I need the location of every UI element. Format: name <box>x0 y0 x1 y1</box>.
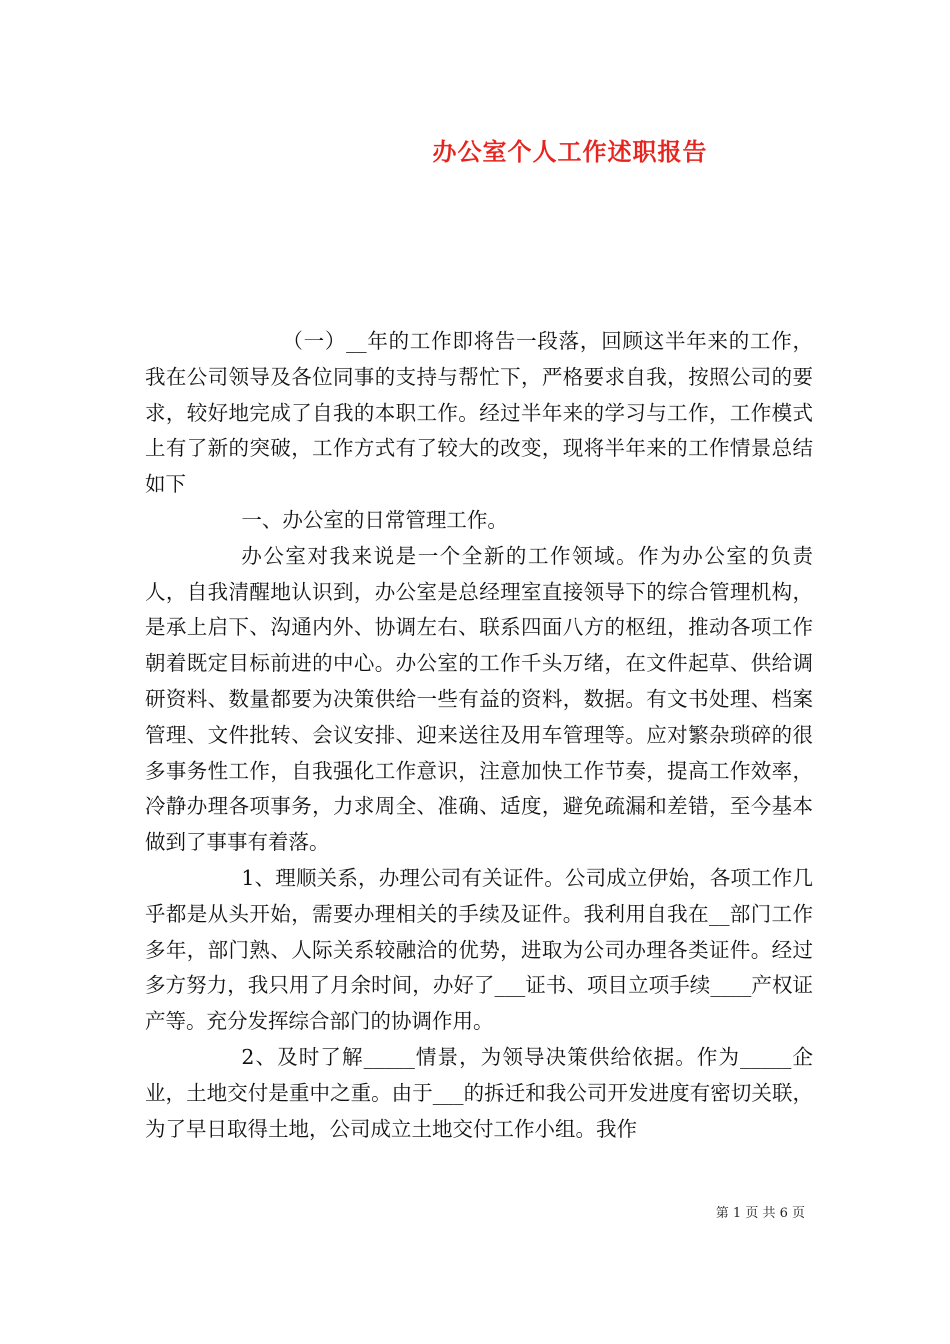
paragraph-office-role: 办公室对我来说是一个全新的工作领域。作为办公室的负责人，自我清醒地认识到，办公室是总经理室直接领导下的综合管理机构，是承上启下、沟通内外、协调左右、联系四面八方的枢纽，推动各项工作朝着既定目标前进的中心。办公室的工作千头万绪，在文件起草、供给调研资料、数量都要为决策供给一些有益的资料，数据。有文书处理、档案管理、文件批转、会议安排、迎来送往及用车管理等。应对繁杂琐碎的很多事务性工作，自我强化工作意识，注意加快工作节奏，提高工作效率，冷静办理各项事务，力求周全、准确、适度，避免疏漏和差错，至今基本做到了事事有着落。 <box>145 543 813 855</box>
page-number-footer: 第 1 页 共 6 页 <box>715 1206 805 1221</box>
document-title: 办公室个人工作述职报告 <box>432 137 708 166</box>
paragraph-item-1: 1、理顺关系，办理公司有关证件。公司成立伊始，各项工作几乎都是从头开始，需要办理相关的手续及证件。我利用自我在__部门工作多年，部门熟、人际关系较融洽的优势，进取为公司办理各类证件。经过多方努力，我只用了月余时间，办好了___证书、项目立项手续____产权证产等。充分发挥综合部门的协调作用。 <box>145 865 813 1034</box>
paragraph-item-2: 2、及时了解_____情景，为领导决策供给依据。作为_____企业，土地交付是重中之重。由于___的拆迁和我公司开发进度有密切关联，为了早日取得土地，公司成立土地交付工作小组。我作 <box>145 1044 813 1141</box>
paragraph-intro: （一）__年的工作即将告一段落，回顾这半年来的工作，我在公司领导及各位同事的支持与帮忙下，严格要求自我，按照公司的要求，较好地完成了自我的本职工作。经过半年来的学习与工作，工作模式上有了新的突破，工作方式有了较大的改变，现将半年来的工作情景总结如下 <box>145 329 813 497</box>
section-heading-daily-management: 一、办公室的日常管理工作。 <box>241 507 508 532</box>
document-body <box>145 324 813 1147</box>
